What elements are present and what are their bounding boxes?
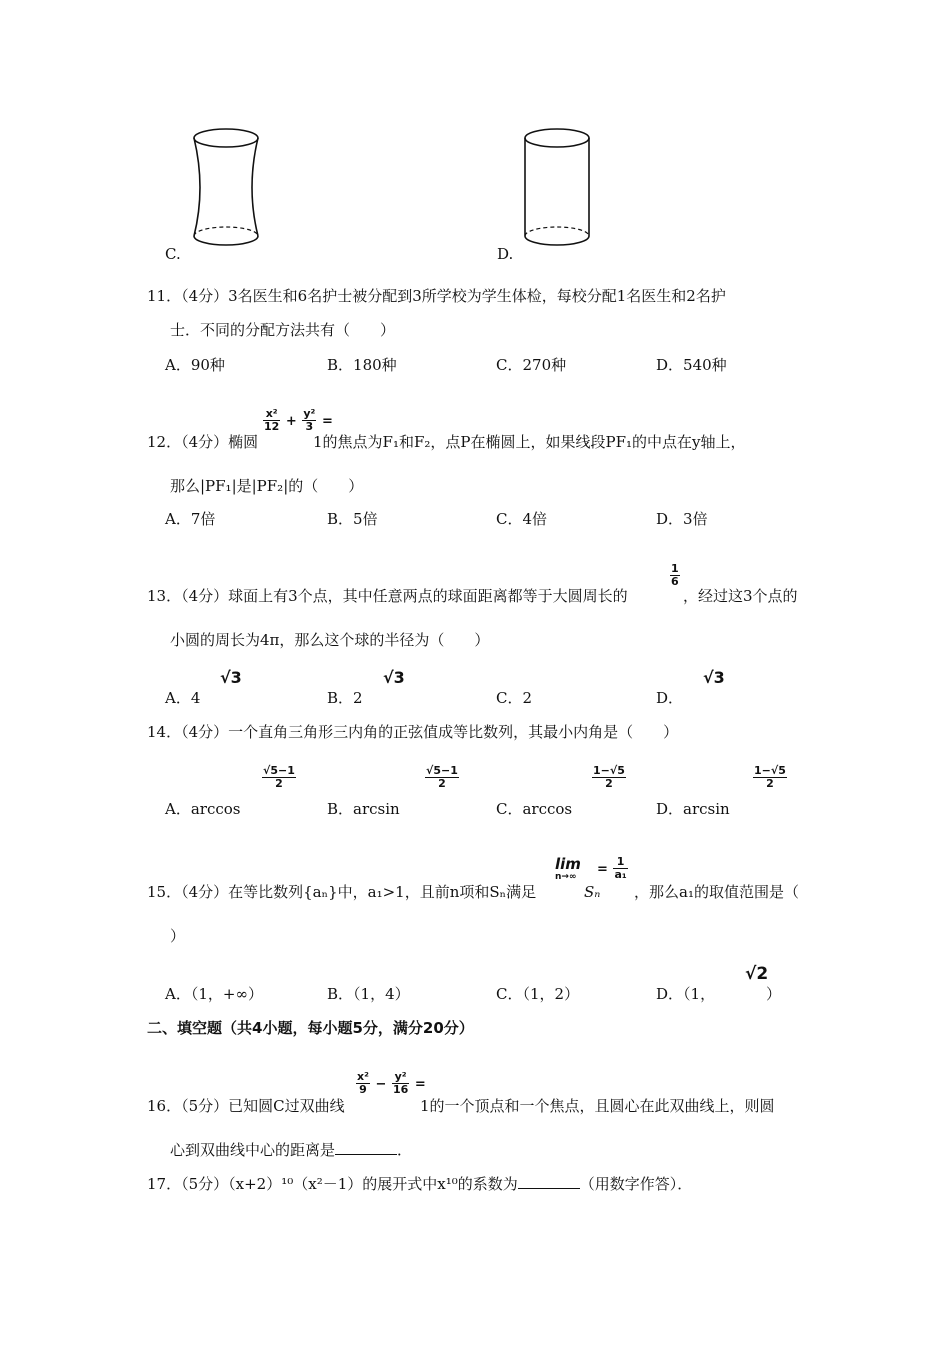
- q13-option-a: A．4: [165, 689, 201, 707]
- q14-option-a: A．arccos: [165, 800, 241, 818]
- q15-stem-line1-end: ，那么a₁的取值范围是（: [634, 883, 799, 901]
- q14-option-d: D．arcsin: [656, 800, 730, 818]
- q13-stem-line2: 小圆的周长为4π，那么这个球的半径为（ ）: [170, 631, 490, 649]
- q12-stem-prefix: 12．（4分）椭圆: [147, 433, 259, 451]
- figure-c-hyperboloid: [180, 118, 280, 258]
- q15-limit-rhs: = $\frac{1}{\text{a₁}}$: [597, 855, 627, 881]
- q12-option-a: A．7倍: [165, 510, 216, 528]
- q12-option-d: D．3倍: [656, 510, 708, 528]
- q11-stem-line1: 11．（4分）3名医生和6名护士被分配到3所学校为学生体检，每校分配1名医生和2名护: [147, 287, 726, 305]
- section-2-title: 二、填空题（共4小题，每小题5分，满分20分）: [147, 1019, 474, 1037]
- q13-option-c: C．2: [496, 689, 533, 707]
- q14-fraction-b: $\frac{√5-1}{2}$: [426, 764, 458, 790]
- q15-option-d-close: ）: [766, 985, 782, 1003]
- q15-option-c: C．（1，2）: [496, 985, 580, 1003]
- q14-fraction-d: $\frac{1-√5}{2}$: [754, 764, 786, 790]
- q12-stem-line2: 那么|PF₁|是|PF₂|的（ ）: [170, 477, 364, 495]
- q15-option-d: D．（1，: [656, 985, 716, 1003]
- q11-option-c: C．270种: [496, 356, 567, 374]
- q13-stem-line1-end: ，经过这3个点的: [683, 587, 798, 605]
- q13-option-d: D．: [656, 689, 684, 707]
- q15-limit: lim n→∞: [555, 855, 581, 882]
- q13-stem-line1: 13．（4分）球面上有3个点，其中任意两点的球面距离都等于大圆周长的: [147, 587, 628, 605]
- q15-option-a: A．（1，+∞）: [165, 985, 263, 1003]
- q14-option-c: C．arccos: [496, 800, 573, 818]
- q15-stem-line1: 15．（4分）在等比数列{aₙ}中，a₁>1，且前n项和Sₙ满足: [147, 883, 537, 901]
- q13-sqrt-b: √3: [383, 668, 405, 687]
- q14-fraction-c: $\frac{1-√5}{2}$: [593, 764, 625, 790]
- q17-stem: 17．（5分）（x+2）¹⁰（x²－1）的展开式中x¹⁰的系数为 （用数字作答）．: [147, 1175, 693, 1193]
- q13-fraction: $\frac{1}{6}$: [671, 562, 679, 588]
- q16-stem-prefix: 16．（5分）已知圆C过双曲线: [147, 1097, 345, 1115]
- q16-stem-rest: 1的一个顶点和一个焦点，且圆心在此双曲线上，则圆: [420, 1097, 775, 1115]
- q15-option-d-sqrt: √2: [745, 964, 769, 984]
- q13-option-b: B．2: [327, 689, 363, 707]
- q12-stem-rest: 1的焦点为F₁和F₂，点P在椭圆上，如果线段PF₁的中点在y轴上，: [313, 433, 746, 451]
- q14-stem-line1: 14．（4分）一个直角三角形三内角的正弦值成等比数列，其最小内角是（ ）: [147, 723, 679, 741]
- figure-d-label: D.: [497, 245, 514, 263]
- figure-d-cylinder: [515, 118, 615, 258]
- q14-fraction-a: $\frac{√5-1}{2}$: [263, 764, 295, 790]
- q17-answer-blank: [518, 1174, 580, 1189]
- q16-answer-blank: [335, 1140, 397, 1155]
- q14-option-b: B．arcsin: [327, 800, 400, 818]
- q11-option-d: D．540种: [656, 356, 727, 374]
- q16-stem-line2: 心到双曲线中心的距离是 ．: [170, 1141, 413, 1159]
- q11-option-b: B．180种: [327, 356, 397, 374]
- q15-sn: Sₙ: [584, 883, 601, 901]
- q12-ellipse-equation: $\frac{\text{x²}}{12}$ + $\frac{\text{y²}}{3}$ =: [264, 407, 333, 433]
- q12-option-c: C．4倍: [496, 510, 548, 528]
- q13-sqrt-d: √3: [703, 668, 725, 687]
- q12-option-b: B．5倍: [327, 510, 378, 528]
- q11-option-a: A．90种: [165, 356, 225, 374]
- q13-sqrt-a: √3: [220, 668, 242, 687]
- q15-option-b: B．（1，4）: [327, 985, 410, 1003]
- q15-stem-line2: ）: [170, 927, 186, 945]
- figure-c-label: C.: [165, 245, 181, 263]
- q11-stem-line2: 士．不同的分配方法共有（ ）: [170, 321, 396, 339]
- q16-hyperbola-equation: $\frac{\text{x²}}{9}$ − $\frac{\text{y²}}{16}$ =: [357, 1070, 426, 1096]
